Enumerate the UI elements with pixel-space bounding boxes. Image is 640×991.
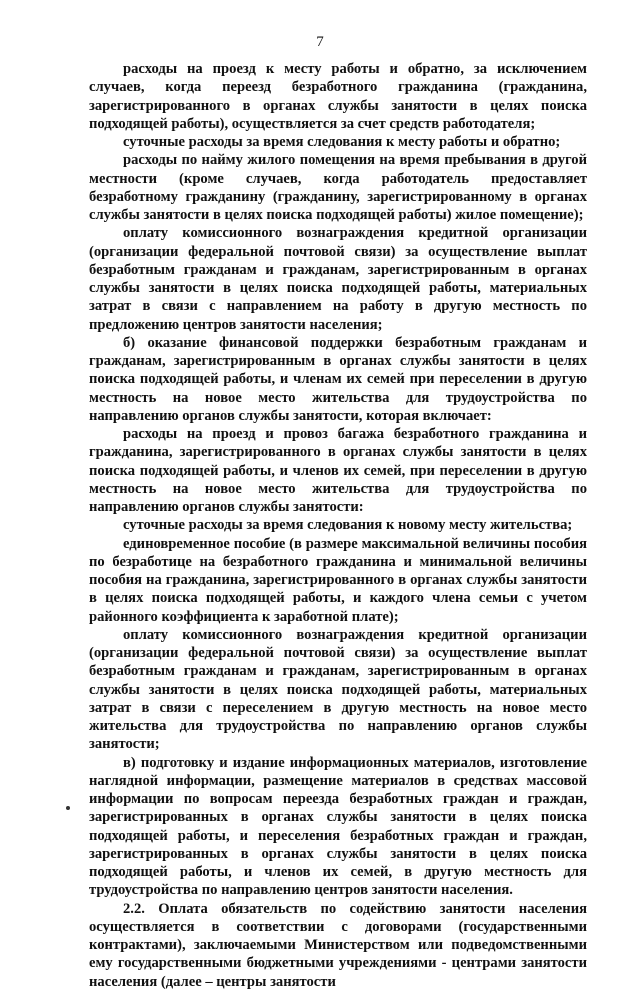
paragraph-item-b: б) оказание финансовой поддержки безработным гражданам и гражданам, зарегистрированным в органах службы занятости в целях поиска подходящей работы, и членам их семей при переселении в другую местность на новое место жительства для трудоустройства по направлению органов службы занятости, которая включает: (89, 334, 587, 424)
paragraph-section-2-2: 2.2. Оплата обязательств по содействию занятости населения осуществляется в соответствии с договорами (государственными контрактами), заключаемыми Министерством или подведомственными ему государственными бюджетными учреждениями - центрами занятости населения (далее – центры занятости (89, 900, 587, 990)
paragraph-travel-expenses: расходы на проезд к месту работы и обратно, за исключением случаев, когда переезд безработного гражданина (гражданина, зарегистрированного в органах службы занятости в целях поиска подходящей работы), осуществляется за счет средств работодателя; (89, 61, 587, 132)
paragraph-lump-sum-allowance: единовременное пособие (в размере максимальной величины пособия по безработице на безработного гражданина и минимальной величины пособия на гражданина, зарегистрированного в органах службы занятости в целях поиска подходящей работы, и каждого члена семьи с учетом районного коэффициента к заработной плате); (89, 535, 587, 625)
paragraph-commission-fee: оплату комиссионного вознаграждения кредитной организации (организации федеральной почтовой связи) за осуществление выплат безработным гражданам и гражданам, зарегистрированным в органах службы занятости в целях поиска подходящей работы, материальных затрат в связи с направлением на работу в другую местность по предложению центров занятости населения; (89, 225, 587, 333)
paragraph-relocation-commission: оплату комиссионного вознаграждения кредитной организации (организации федеральной почтовой связи) за осуществление выплат безработным гражданам и гражданам, зарегистрированным в органах службы занятости в целях поиска подходящей работы, материальных затрат в связи с переселением в другую местность на новое место жительства для трудоустройства по направлению органов службы занятости; (89, 626, 587, 753)
margin-dot (66, 806, 70, 810)
paragraph-item-v: в) подготовку и издание информационных материалов, изготовление наглядной информации, размещение материалов в средствах массовой информации по вопросам переезда безработных граждан и граждан, зарегистрированных в органах службы занятости в целях поиска подходящей работы, и переселения безработных граждан и граждан, зарегистрированных в органах службы занятости в целях поиска подходящей работы, и членов их семей, в другую местность для трудоустройства по направлению центров занятости населения. (89, 754, 587, 899)
paragraph-relocation-travel: расходы на проезд и провоз багажа безработного гражданина и гражданина, зарегистрированного в органах службы занятости в целях поиска подходящей работы, и членов их семей, при переселении в другую местность на новое место жительства для трудоустройства по направлению органов службы занятости: (89, 426, 587, 515)
paragraph-housing-rent: расходы по найму жилого помещения на время пребывания в другой местности (кроме случаев, когда работодатель предоставляет безработному гражданину (гражданину, зарегистрированному в органах службы занятости в целях поиска подходящей работы) жилое помещение); (89, 152, 587, 223)
document-body (89, 60, 587, 991)
paragraph-daily-expenses: суточные расходы за время следования к месту работы и обратно; (123, 134, 561, 150)
paragraph-relocation-daily: суточные расходы за время следования к новому месту жительства; (123, 517, 573, 534)
page-number: 7 (316, 34, 324, 50)
